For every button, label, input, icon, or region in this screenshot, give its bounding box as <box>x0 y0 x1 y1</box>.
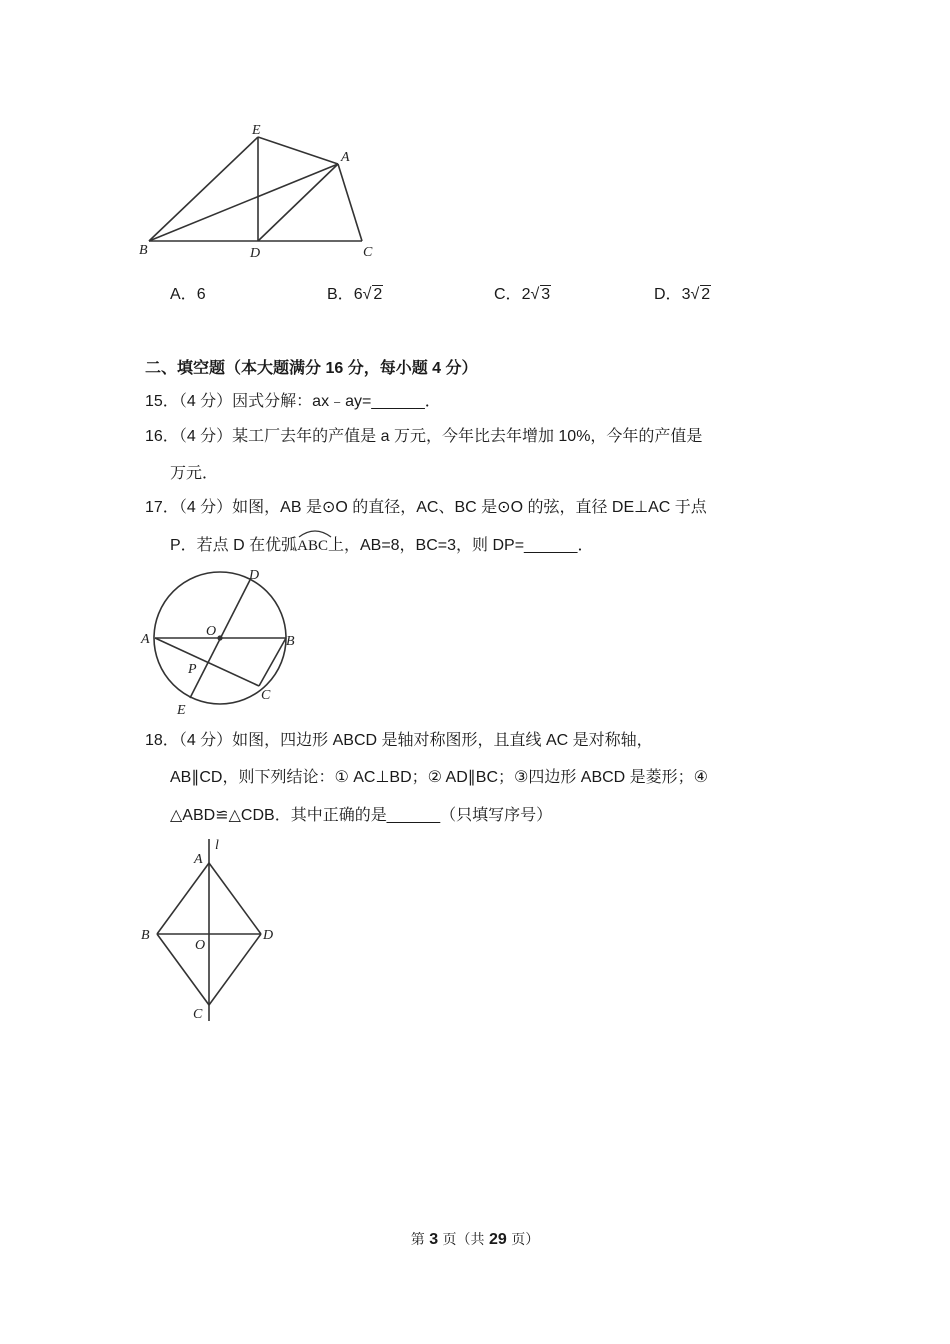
footer-middle: 页（共 <box>438 1232 489 1248</box>
option-c <box>494 285 551 305</box>
question-text: 如图，四边形 ABCD 是轴对称图形，且直线 AC 是对称轴， <box>232 732 653 749</box>
question-number: 15． <box>145 393 179 410</box>
question-points: （4 分） <box>178 393 233 410</box>
question-17-line2 <box>170 536 593 556</box>
radicand: 2 <box>373 286 383 303</box>
question-end: ． <box>424 393 441 410</box>
question-18-line3 <box>170 806 552 826</box>
question-number: 16． <box>145 428 179 445</box>
label-O: O <box>195 938 206 953</box>
question-text: 某工厂去年的产值是 a 万元，今年比去年增加 10%，今年的产值是 <box>232 428 703 445</box>
sqrt-symbol: √ 2 <box>690 286 711 303</box>
sqrt-symbol: √ 2 <box>362 286 383 303</box>
question-16-line2: 万元． <box>170 465 219 482</box>
option-a <box>170 285 206 305</box>
label-C: C <box>193 1007 203 1022</box>
figure-circle <box>135 562 310 722</box>
label-D: D <box>249 568 260 583</box>
footer-prefix: 第 <box>410 1232 430 1248</box>
question-18-line2: AB∥CD，则下列结论：① AC⊥BD；② AD∥BC；③四边形 ABCD 是菱形；④ <box>170 769 709 786</box>
question-points: （4 分） <box>178 732 233 749</box>
label-C: C <box>261 688 271 703</box>
label-O: O <box>206 624 217 639</box>
option-d <box>654 285 711 305</box>
question-text: △ABD≌△CDB．其中正确的是 <box>170 807 387 824</box>
option-value: 6 <box>196 286 206 303</box>
label-A: A <box>194 852 203 867</box>
figure-triangle <box>135 118 385 263</box>
label-B: B <box>141 928 150 943</box>
page-number: 3 <box>429 1231 439 1248</box>
figure-rhombus <box>135 835 285 1025</box>
label-E: E <box>177 703 186 718</box>
label-D: D <box>250 246 261 261</box>
sqrt-symbol: √ 3 <box>530 286 551 303</box>
option-letter: B． <box>327 286 354 303</box>
answer-blank: ______ <box>386 807 441 824</box>
option-value: 6 <box>353 286 363 303</box>
option-value: 3 <box>681 286 691 303</box>
label-D: D <box>263 928 274 943</box>
label-A: A <box>141 632 150 647</box>
option-letter: A． <box>170 286 197 303</box>
footer-suffix: 页） <box>506 1232 540 1248</box>
question-text: 上，AB=8，BC=3，则 DP= <box>327 537 525 554</box>
option-value: 2 <box>521 286 531 303</box>
question-text: （只填写序号） <box>440 807 553 824</box>
label-C: C <box>363 245 373 260</box>
question-text: 因式分解：ax﹣ay= <box>232 393 372 410</box>
section-title: 二、填空题（本大题满分 16 分，每小题 4 分） <box>145 360 478 377</box>
arc-icon <box>297 528 333 538</box>
radicand: 3 <box>541 286 551 303</box>
question-points: （4 分） <box>178 499 233 516</box>
label-P: P <box>188 662 197 677</box>
question-number: 17． <box>145 499 179 516</box>
answer-blank: ______ <box>371 393 425 410</box>
question-points: （4 分） <box>178 428 233 445</box>
radicand: 2 <box>701 286 711 303</box>
option-letter: D． <box>654 286 682 303</box>
option-letter: C． <box>494 286 522 303</box>
question-15 <box>145 392 441 412</box>
option-b <box>327 285 383 305</box>
arc-label: ABC <box>297 538 328 554</box>
question-text: P．若点 D 在优弧 <box>170 537 298 554</box>
question-end: ． <box>577 537 594 554</box>
label-B: B <box>139 243 148 258</box>
question-16 <box>145 427 702 447</box>
page-footer <box>0 1229 950 1249</box>
label-B: B <box>286 634 295 649</box>
page-total: 29 <box>489 1231 507 1248</box>
question-text: 如图，AB 是⊙O 的直径，AC、BC 是⊙O 的弦，直径 DE⊥AC 于点 <box>232 499 707 516</box>
label-A: A <box>341 150 350 165</box>
question-number: 18． <box>145 732 179 749</box>
answer-blank: ______ <box>524 537 578 554</box>
label-l: l <box>215 838 219 853</box>
label-E: E <box>252 123 261 138</box>
question-17 <box>145 498 707 518</box>
question-18 <box>145 731 653 751</box>
arc-notation <box>297 536 328 556</box>
